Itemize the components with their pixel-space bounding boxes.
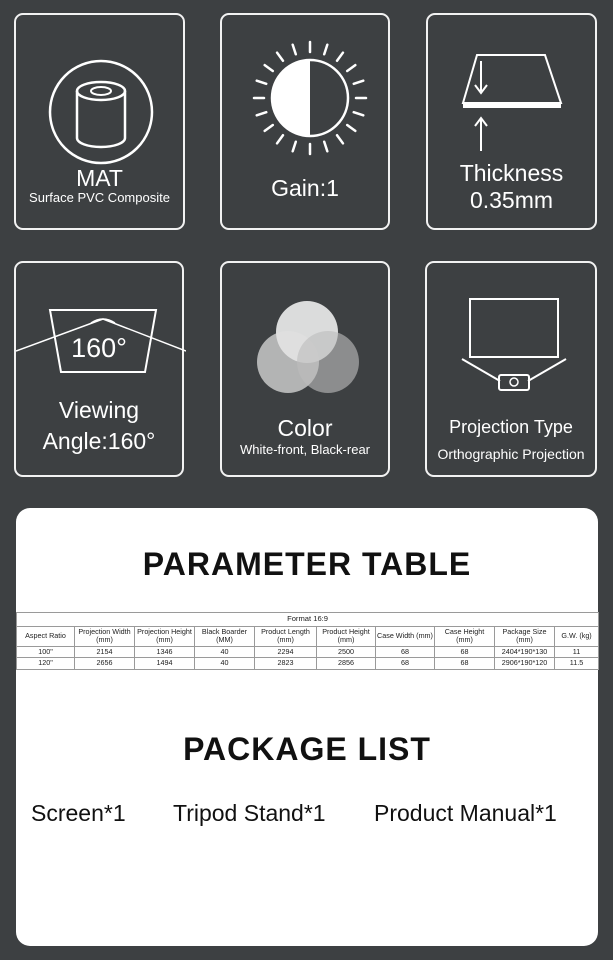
table-cell: 2823 (255, 658, 317, 670)
table-format: Format 16:9 (17, 613, 599, 627)
sun-ray (347, 65, 355, 71)
table-cell: 1346 (135, 646, 195, 658)
table-cell: 2294 (255, 646, 317, 658)
feature-line2: Angle:160° (42, 428, 156, 454)
feature-line1: Thickness (459, 160, 564, 186)
table-header-cell: Case Width (mm) (376, 626, 435, 646)
feature-title: Color (277, 415, 333, 441)
table-cell: 2404*190*130 (495, 646, 555, 658)
sun-ray (354, 112, 364, 115)
sun-ray (293, 45, 296, 55)
feature-card-mat (14, 13, 185, 230)
sun-ray (257, 81, 267, 84)
spec-panel (16, 508, 598, 946)
table-cell: 11 (555, 646, 599, 658)
feature-subtitle: Orthographic Projection (437, 446, 585, 462)
table-row (17, 658, 599, 670)
table-header-cell: Product Height (mm) (317, 626, 376, 646)
table-cell: 11.5 (555, 658, 599, 670)
sun-ray (277, 135, 283, 143)
table-header-cell: Projection Height (mm) (135, 626, 195, 646)
package-item: Product Manual*1 (374, 800, 557, 826)
sun-ray (347, 125, 355, 131)
table-cell: 40 (195, 646, 255, 658)
parameter-table (16, 612, 599, 670)
table-format-row (17, 613, 599, 627)
feature-title: MAT (76, 165, 123, 191)
table-cell: 100" (17, 646, 75, 658)
package-list-title: PACKAGE LIST (183, 731, 431, 767)
table-header-cell: Black Boarder (MM) (195, 626, 255, 646)
sun-ray (277, 53, 283, 61)
table-cell: 120" (17, 658, 75, 670)
table-cell: 2856 (317, 658, 376, 670)
table-cell: 2656 (75, 658, 135, 670)
sun-ray (257, 112, 267, 115)
feature-card-gain (220, 13, 390, 230)
table-header-cell: Case Height (mm) (435, 626, 495, 646)
table-header-row (17, 626, 599, 646)
feature-card-color (220, 261, 390, 477)
sun-ray (293, 142, 296, 152)
feature-title: Projection Type (449, 417, 573, 437)
table-row (17, 646, 599, 658)
sun-ray (265, 65, 273, 71)
table-cell: 2154 (75, 646, 135, 658)
viewing-angle-label: 160° (71, 333, 127, 363)
parameter-table-title: PARAMETER TABLE (142, 546, 472, 582)
feature-title: Gain:1 (271, 175, 339, 201)
table-header-cell: Aspect Ratio (17, 626, 75, 646)
table-header-cell: Projection Width (mm) (75, 626, 135, 646)
table-cell: 68 (435, 646, 495, 658)
table-cell: 68 (376, 658, 435, 670)
feature-line2: 0.35mm (469, 187, 554, 213)
feature-card-projection-type (425, 261, 597, 477)
package-item: Tripod Stand*1 (173, 800, 326, 826)
table-header-cell: Package Size (mm) (495, 626, 555, 646)
table-cell: 1494 (135, 658, 195, 670)
sun-ray (324, 45, 327, 55)
table-cell: 2906*190*120 (495, 658, 555, 670)
sun-ray (337, 53, 343, 61)
table-cell: 68 (376, 646, 435, 658)
feature-line1: Viewing (58, 397, 140, 423)
sun-ray (354, 81, 364, 84)
package-item: Screen*1 (31, 800, 126, 826)
feature-subtitle: White-front, Black-rear (239, 442, 371, 457)
feature-card-viewing-angle (14, 261, 184, 477)
table-header-cell: G.W. (kg) (555, 626, 599, 646)
sun-ray (337, 135, 343, 143)
feature-card-thickness (426, 13, 597, 230)
table-cell: 2500 (317, 646, 376, 658)
sun-ray (265, 125, 273, 131)
table-cell: 40 (195, 658, 255, 670)
sun-ray (324, 142, 327, 152)
feature-subtitle: Surface PVC Composite (29, 190, 170, 205)
table-header-cell: Product Length (mm) (255, 626, 317, 646)
table-cell: 68 (435, 658, 495, 670)
